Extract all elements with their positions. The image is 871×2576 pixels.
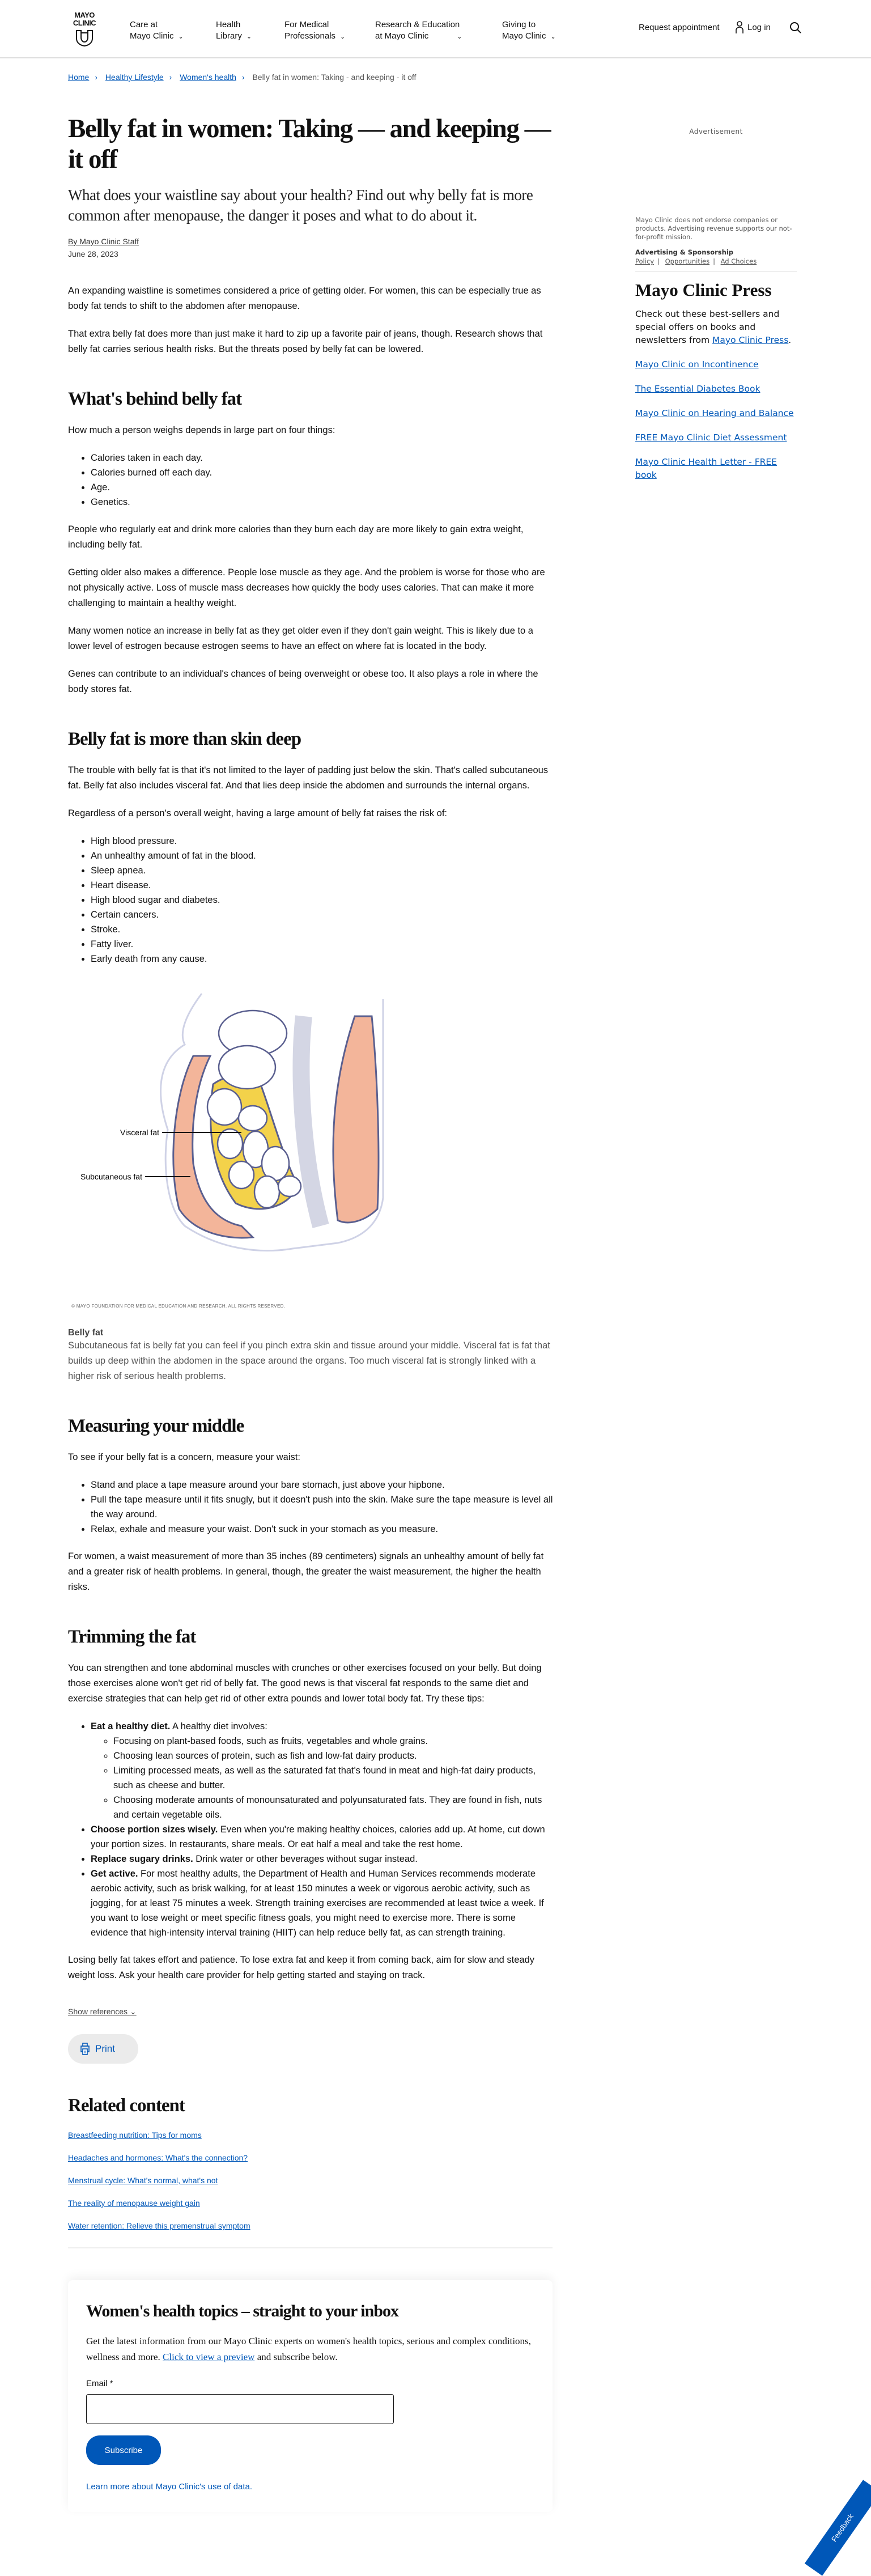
printer-icon	[80, 2043, 90, 2055]
chevron-down-icon: ⌄	[550, 33, 556, 40]
nav-label: Giving to	[502, 20, 536, 29]
mayo-clinic-logo[interactable]	[72, 11, 97, 46]
mayo-clinic-press-heading: Mayo Clinic Press	[635, 280, 772, 300]
measure-steps-list	[68, 1478, 555, 1537]
newsletter-heading: Women's health topics – straight to your inbox	[86, 2302, 398, 2320]
feedback-tab[interactable]: Feedback	[805, 2480, 871, 2575]
nav-for-medical-professionals[interactable]	[284, 19, 345, 43]
tip-title: Choose portion sizes wisely.	[91, 1824, 218, 1835]
press-text: Check out these best-sellers and special offers on books and newsletters from	[635, 309, 780, 345]
advertising-links	[635, 257, 797, 265]
breadcrumb-healthy-lifestyle[interactable]: Healthy Lifestyle	[105, 73, 164, 82]
paragraph: Getting older also makes a difference. People lose muscle as they age. And the problem is worse for those who are not physically active. Loss of muscle mass decreases how quickly the body uses calories. That can make it more challenging to maintain a healthy weight.	[68, 567, 545, 608]
email-input[interactable]	[86, 2394, 394, 2424]
list-item: • High blood pressure.	[91, 834, 555, 848]
print-label: Print	[95, 2043, 115, 2054]
figure-caption-title: Belly fat	[68, 1328, 104, 1338]
related-content-heading: Related content	[68, 2095, 185, 2116]
visceral-fat-label: Visceral fat	[120, 1128, 159, 1137]
ad-choices-link[interactable]: Ad Choices	[720, 257, 757, 265]
publish-date: June 28, 2023	[68, 249, 118, 258]
paragraph: How much a person weighs depends in large part on four things:	[68, 425, 335, 435]
list-item: • An unhealthy amount of fat in the blood.	[91, 848, 555, 863]
press-link[interactable]: Mayo Clinic on Incontinence	[635, 359, 759, 370]
paragraph: That extra belly fat does more than just make it hard to zip up a favorite pair of jeans, though. Research shows that belly fat carries serious health risks. But the threats posed by belly fat can be lowered.	[68, 329, 543, 354]
list-item: • Age.	[91, 480, 555, 495]
press-link[interactable]: The Essential Diabetes Book	[635, 384, 760, 394]
nav-label: For Medical	[284, 20, 329, 29]
belly-fat-illustration	[71, 982, 555, 1309]
list-item: • Sleep apnea.	[91, 863, 555, 878]
paragraph: For women, a waist measurement of more than 35 inches (89 centimeters) signals an unhealthy amount of belly fat and a greater risk of health problems. In general, though, the greater the waist measurement, the higher the health risks.	[68, 1551, 544, 1592]
list-item: • Heart disease.	[91, 878, 555, 893]
chevron-down-icon: ⌄	[178, 33, 184, 40]
site-header	[0, 0, 871, 58]
abdomen-cross-section-image	[71, 982, 389, 1300]
nav-care-at-mayo-clinic[interactable]	[130, 19, 184, 43]
list-item: • Pull the tape measure until it fits snugly, but it doesn't push into the skin. Make sure the tape measure is level all the way around.	[91, 1492, 555, 1522]
chevron-down-icon: ⌄	[457, 33, 462, 40]
factor-list	[68, 451, 555, 510]
chevron-right-icon: ›	[241, 73, 245, 82]
nav-label: Professionals	[284, 31, 336, 41]
nav-giving[interactable]	[502, 19, 556, 43]
article	[68, 113, 555, 2512]
newsletter-description	[86, 2333, 534, 2365]
nav-label: Research & Education	[375, 20, 460, 29]
image-copyright: © MAYO FOUNDATION FOR MEDICAL EDUCATION AND RESEARCH. ALL RIGHTS RESERVED.	[71, 1304, 286, 1309]
section-heading: What's behind belly fat	[68, 389, 242, 409]
list-item: • Relax, exhale and measure your waist. Don't suck in your stomach as you measure.	[91, 1522, 555, 1537]
breadcrumb-current: Belly fat in women: Taking - and keeping - it off	[252, 73, 417, 82]
press-link[interactable]: FREE Mayo Clinic Diet Assessment	[635, 432, 787, 443]
list-item	[91, 1719, 555, 1822]
data-use-link[interactable]: Learn more about Mayo Clinic's use of data.	[86, 2482, 253, 2492]
preview-link[interactable]: Click to view a preview	[163, 2352, 255, 2362]
chevron-right-icon: ›	[169, 73, 172, 82]
list-item: ◦ Focusing on plant-based foods, such as fruits, vegetables and whole grains.	[113, 1734, 555, 1749]
chevron-down-icon: ⌄	[340, 33, 346, 40]
user-icon	[735, 20, 744, 34]
paragraph: To see if your belly fat is a concern, measure your waist:	[68, 1452, 300, 1462]
list-item: • Certain cancers.	[91, 907, 555, 922]
shield-logo-icon	[75, 29, 94, 46]
separator: |	[713, 257, 715, 265]
paragraph: Regardless of a person's overall weight, having a large amount of belly fat raises the risk of:	[68, 808, 447, 818]
policy-link[interactable]: Policy	[635, 257, 655, 265]
list-item: • Fatty liver.	[91, 937, 555, 952]
paragraph: An expanding waistline is sometimes considered a price of getting older. For women, this can be especially true as body fat tends to shift to the abdomen after menopause.	[68, 286, 541, 311]
article-subtitle: What does your waistline say about your health? Find out why belly fat is more common after menopause, the danger it poses and what to do about it.	[68, 186, 533, 224]
show-references-label: Show references	[68, 2007, 128, 2016]
section-heading: Belly fat is more than skin deep	[68, 729, 301, 749]
related-link[interactable]: The reality of menopause weight gain	[68, 2199, 200, 2208]
newsletter-text: Get the latest information from our Mayo Clinic experts on women's health topics, serious and complex conditions, wellness and more.	[86, 2336, 531, 2362]
nav-label: Health	[216, 20, 241, 29]
subcutaneous-fat-label: Subcutaneous fat	[80, 1172, 142, 1181]
byline-link[interactable]: By Mayo Clinic Staff	[68, 237, 139, 246]
login-label: Log in	[747, 23, 771, 32]
paragraph: You can strengthen and tone abdominal muscles with crunches or other exercises focused on your belly. But doing those exercises alone won't get rid of belly fat. The good news is that visceral fat responds to the same diet and exercise strategies that can help get rid of other extra pounds and lower total body fat. Try these tips:	[68, 1663, 542, 1704]
press-description: Check out these best-sellers and special offers on books and newsletters from Mayo Clinic Press.	[635, 309, 792, 345]
advertising-heading: Advertising & Sponsorship	[635, 248, 734, 256]
mayo-clinic-press-link[interactable]: Mayo Clinic Press	[712, 335, 789, 345]
list-item	[91, 1866, 555, 1940]
breadcrumb-womens-health[interactable]: Women's health	[180, 73, 236, 82]
paragraph: Many women notice an increase in belly fat as they get older even if they don't gain weight. This is likely due to a lower level of estrogen because estrogen seems to have an effect on where fat is located in the body.	[68, 626, 533, 651]
request-appointment-link[interactable]: Request appointment	[639, 23, 720, 32]
list-item	[91, 1822, 555, 1852]
list-item	[91, 1852, 555, 1866]
nav-label: at Mayo Clinic	[375, 31, 429, 41]
tip-text: For most healthy adults, the Department of Health and Human Services recommends moderate aerobic activity, such as brisk walking, for at least 150 minutes a week or vigorous aerobic activity, such as jogging, for at least 75 minutes a week. Strength training exercises are recommended at least twice a week. If you want to lose weight or meet specific fitness goals, you might need to exercise more. There is some evidence that high-intensity interval training (HIIT) can help reduce belly fat, as can strength training.	[91, 1869, 544, 1938]
chevron-down-icon: ⌄	[246, 33, 252, 40]
related-link[interactable]: Menstrual cycle: What's normal, what's not	[68, 2176, 218, 2185]
logo-text: MAYO CLINIC	[73, 11, 96, 27]
section-heading: Trimming the fat	[68, 1627, 196, 1647]
search-icon[interactable]	[789, 22, 802, 34]
divider	[68, 2247, 553, 2248]
tip-text: A healthy diet involves:	[170, 1721, 267, 1732]
print-button[interactable]	[68, 2034, 138, 2064]
risk-list	[68, 834, 555, 966]
tip-title: Replace sugary drinks.	[91, 1854, 193, 1864]
tip-title: Eat a healthy diet.	[91, 1721, 171, 1732]
breadcrumb-home[interactable]: Home	[68, 73, 90, 82]
sidebar	[635, 128, 797, 482]
list-item: • Early death from any cause.	[91, 952, 555, 966]
list-item: • Stand and place a tape measure around your bare stomach, just above your hipbone.	[91, 1478, 555, 1492]
list-item: • High blood sugar and diabetes.	[91, 893, 555, 907]
nav-research-education[interactable]	[375, 19, 462, 43]
tip-text: Drink water or other beverages without sugar instead.	[193, 1854, 418, 1864]
separator: |	[657, 257, 660, 265]
paragraph: Losing belly fat takes effort and patience. To lose extra fat and keep it from coming back, aim for slow and steady weight loss. Ask your health care provider for help getting started and staying on track.	[68, 1955, 535, 1980]
section-heading: Measuring your middle	[68, 1416, 244, 1436]
press-link[interactable]: Mayo Clinic Health Letter - FREE book	[635, 457, 777, 480]
newsletter-text: and subscribe below.	[254, 2352, 338, 2362]
list-item: • Calories burned off each day.	[91, 465, 555, 480]
list-item: • Genetics.	[91, 495, 555, 510]
breadcrumb	[68, 73, 416, 82]
nav-label: Library	[216, 31, 242, 41]
list-item: • Stroke.	[91, 922, 555, 937]
figure-caption: Subcutaneous fat is belly fat you can feel if you pinch extra skin and tissue around your middle. Visceral fat is fat that builds up deep within the abdomen in the space around the organs. Too much visceral fat is strongly linked with a higher risk of serious health problems.	[68, 1340, 550, 1381]
advertisement-label: Advertisement	[689, 128, 743, 135]
show-references-toggle[interactable]	[68, 2007, 137, 2017]
tip-text: Even when you're making healthy choices, calories add up. At home, cut down your portion sizes. In restaurants, share meals. Or eat half a meal and take the rest home.	[91, 1824, 545, 1849]
page-title: Belly fat in women: Taking — and keeping — it off	[68, 114, 551, 174]
nav-label: Mayo Clinic	[130, 31, 174, 41]
tips-list	[68, 1719, 555, 1940]
list-item: ◦ Choosing lean sources of protein, such as fish and low-fat dairy products.	[113, 1749, 555, 1763]
subscribe-button[interactable]: Subscribe	[86, 2435, 161, 2465]
list-item: • Calories taken in each day.	[91, 451, 555, 465]
paragraph: Genes can contribute to an individual's chances of being overweight or obese too. It also plays a role in where the body stores fat.	[68, 669, 538, 694]
paragraph: People who regularly eat and drink more calories than they burn each day are more likely to gain extra weight, including belly fat.	[68, 524, 524, 550]
nav-health-library[interactable]	[216, 19, 252, 43]
paragraph: The trouble with belly fat is that it's not limited to the layer of padding just below the skin. That's called subcutaneous fat. Belly fat also includes visceral fat. And that lies deep inside the abdomen and surrounds the internal organs.	[68, 765, 549, 791]
chevron-down-icon: ⌄	[129, 2007, 137, 2016]
chevron-right-icon: ›	[95, 73, 98, 82]
newsletter-signup	[68, 2280, 553, 2512]
related-content-list	[68, 2131, 555, 2230]
ad-disclaimer: Mayo Clinic does not endorse companies or products. Advertising revenue supports our not-for-profit mission.	[635, 216, 792, 241]
tip-title: Get active.	[91, 1869, 138, 1879]
nav-label: Mayo Clinic	[502, 31, 546, 41]
press-link[interactable]: Mayo Clinic on Hearing and Balance	[635, 408, 794, 418]
related-link[interactable]: Water retention: Relieve this premenstrual symptom	[68, 2221, 250, 2230]
email-label: Email *	[86, 2379, 113, 2388]
login-button[interactable]	[735, 20, 771, 34]
opportunities-link[interactable]: Opportunities	[665, 257, 710, 265]
nav-label: Care at	[130, 20, 158, 29]
related-link[interactable]: Headaches and hormones: What's the connection?	[68, 2153, 248, 2162]
list-item: ◦ Choosing moderate amounts of monounsaturated and polyunsaturated fats. They are found in fish, nuts and certain vegetable oils.	[113, 1793, 555, 1822]
list-item: ◦ Limiting processed meats, as well as the saturated fat that's found in meat and high-fat dairy products, such as cheese and butter.	[113, 1763, 555, 1793]
related-link[interactable]: Breastfeeding nutrition: Tips for moms	[68, 2131, 202, 2140]
